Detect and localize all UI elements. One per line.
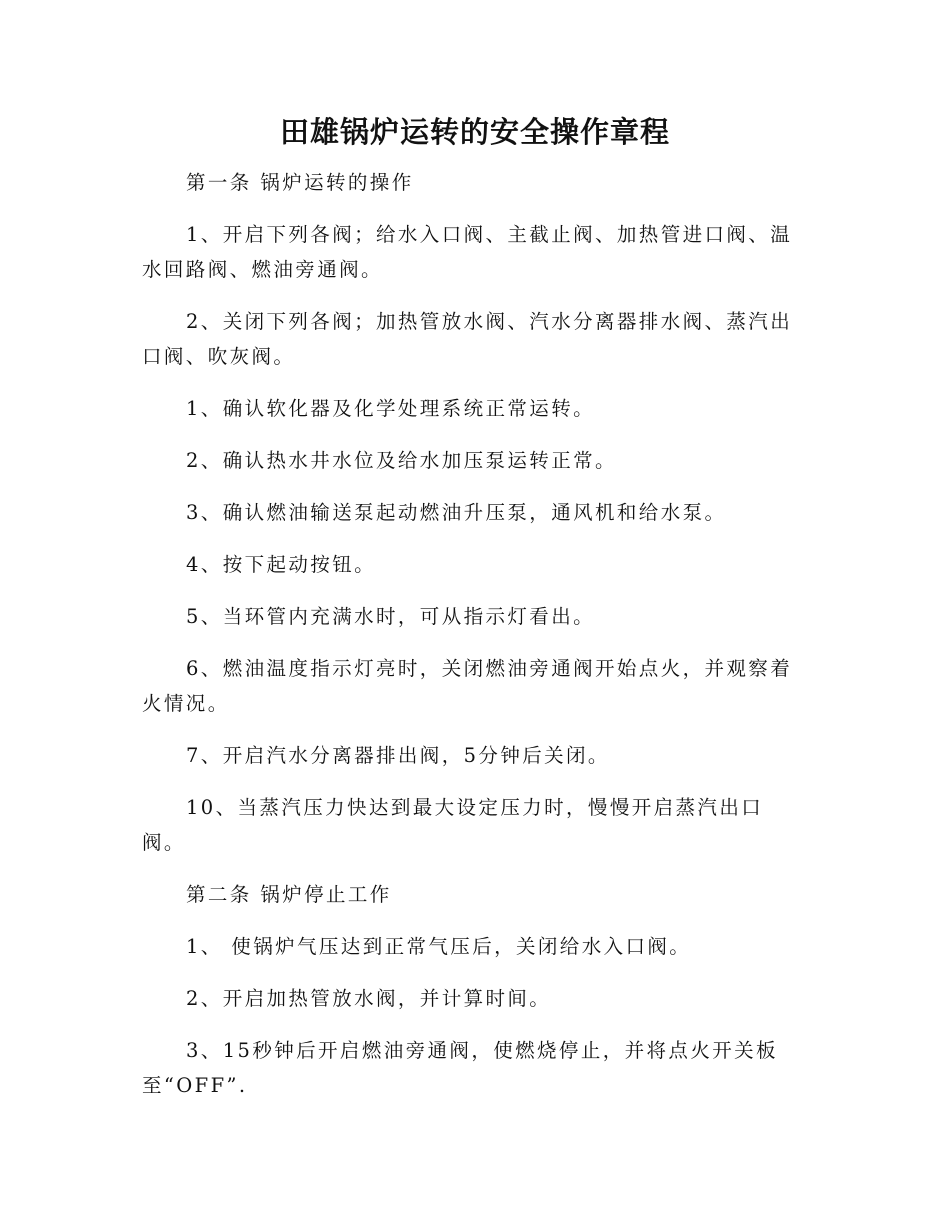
paragraph: 1、确认软化器及化学处理系统正常运转。 bbox=[186, 397, 596, 420]
section-heading: 第二条 锅炉停止工作 bbox=[186, 883, 392, 906]
section-heading: 第一条 锅炉运转的操作 bbox=[186, 171, 414, 194]
document-title: 田雄锅炉运转的安全操作章程 bbox=[279, 115, 670, 149]
paragraph: 1、 使锅炉气压达到正常气压后，关闭给水入口阀。 bbox=[186, 935, 692, 958]
paragraph: 6、燃油温度指示灯亮时，关闭燃油旁通阀开始点火，并观察着火情况。 bbox=[142, 657, 793, 715]
document-body bbox=[142, 165, 806, 1120]
paragraph: 3、确认燃油输送泵起动燃油升压泵，通风机和给水泵。 bbox=[186, 501, 727, 524]
paragraph: 2、确认热水井水位及给水加压泵运转正常。 bbox=[186, 449, 617, 472]
paragraph: 1、开启下列各阀；给水入口阀、主截止阀、加热管进口阀、温水回路阀、燃油旁通阀。 bbox=[142, 223, 793, 281]
paragraph: 7、开启汽水分离器排出阀，5分钟后关闭。 bbox=[186, 744, 610, 767]
paragraph: 5、当环管内充满水时，可从指示灯看出。 bbox=[186, 605, 596, 628]
paragraph: 2、开启加热管放水阀，并计算时间。 bbox=[186, 987, 552, 1010]
paragraph: 4、按下起动按钮。 bbox=[186, 553, 377, 576]
paragraph: 10、当蒸汽压力快达到最大设定压力时，慢慢开启蒸汽出口阀。 bbox=[142, 796, 764, 854]
paragraph: 2、关闭下列各阀；加热管放水阀、汽水分离器排水阀、蒸汽出口阀、吹灰阀。 bbox=[142, 310, 793, 368]
paragraph: 3、15秒钟后开启燃油旁通阀，使燃烧停止，并将点火开关板至“OFF”. bbox=[142, 1039, 778, 1097]
